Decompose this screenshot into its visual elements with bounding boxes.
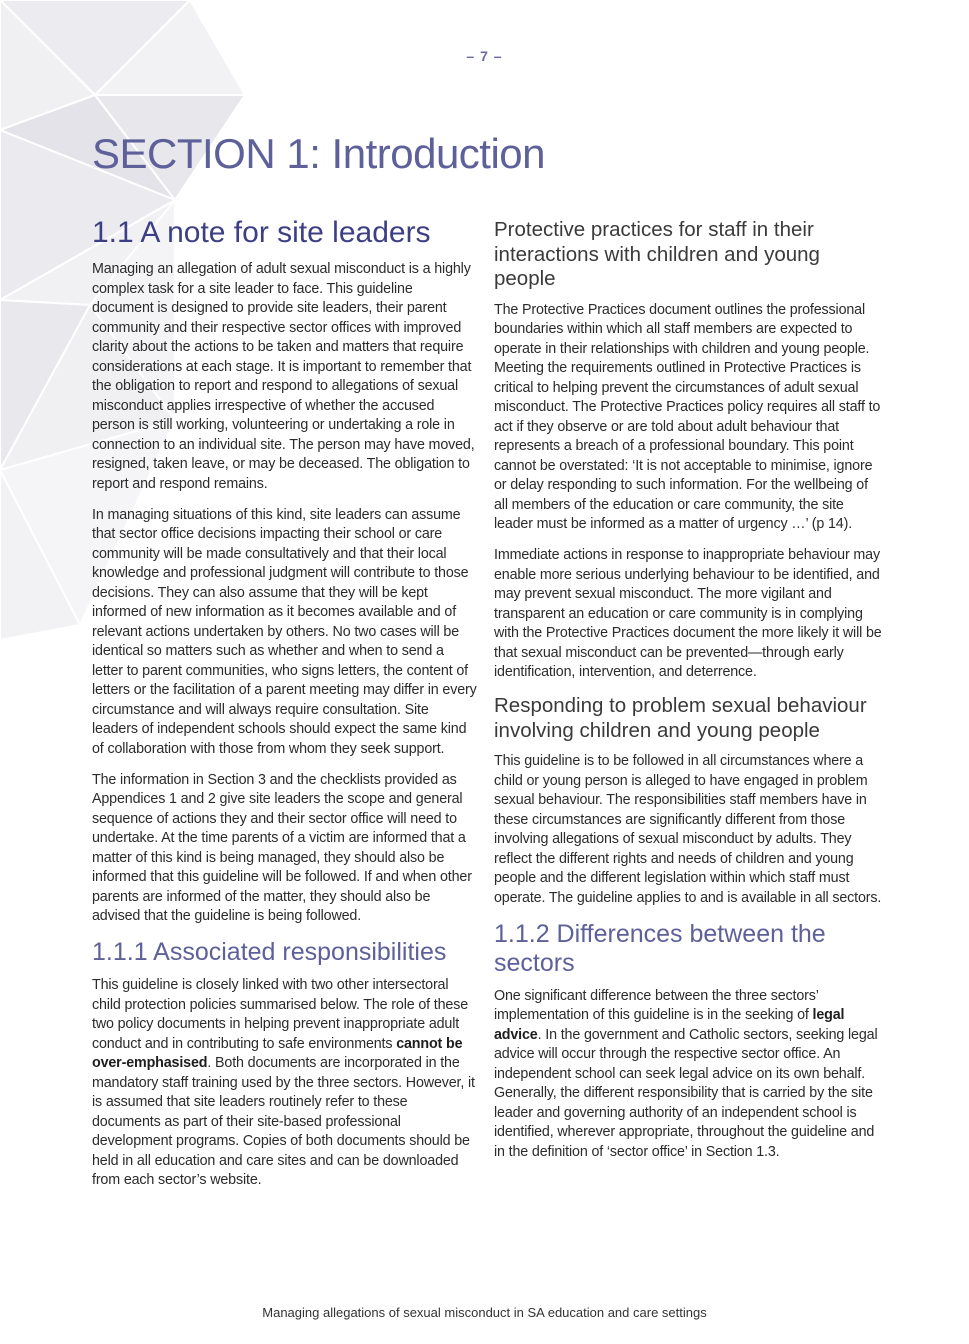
left-column — [92, 214, 478, 1202]
paragraph: This guideline is to be followed in all circumstances where a child or young person is alleged to have engaged in problem sexual behaviour. The responsibilities staff members have in these circumstances are significantly different from those involving allegations of sexual misconduct by adults. They reflect the different rights and needs of children and young people and the different legislation within which staff must operate. The guideline applies to and is available in all sectors. — [494, 753, 882, 906]
text-run: . In the government and Catholic sectors, seeking legal advice will occur through the respective sector office. An independent school can seek legal advice on its own behalf. Generally, the different responsibility that is carried by the site leader and governing authority of an independent school is identified, wherever appropriate, throughout the guideline and in the definition of ‘sector office’ in Section 1.3. — [494, 1026, 878, 1160]
bold-emphasis: cannot be over-emphasised — [92, 1035, 463, 1071]
bold-emphasis: legal advice — [494, 1007, 845, 1043]
heading-note-for-site-leaders: 1.1 A note for site leaders — [92, 216, 431, 249]
paragraph — [494, 987, 884, 1163]
heading-responding-problem-sexual-behaviour: Responding to problem sexual behaviour involving children and young people — [494, 694, 867, 742]
text-run: One significant difference between the three sectors’ implementation of this guideline is in the seeking of — [494, 987, 819, 1023]
paragraph: Immediate actions in response to inappropriate behaviour may enable more serious underlying behaviour to be identified, and may prevent sexual misconduct. The more vigilant and transparent an education or care community is in complying with the Protective Practices document the more likely it will be that sexual misconduct can be prevented—through early identification, intervention, and deterrence. — [494, 547, 882, 680]
paragraph: In managing situations of this kind, site leaders can assume that sector office decisions impacting their school or care community will be made consultatively and that their local knowledge and professional judgment will contribute to those decisions. They can also assume that they will be kept informed of new information as it becomes available and of relevant actions undertaken by others. No two cases will be identical so matters such as whether and when to send a letter to parent communities, who signs letters, the content of letters or the facilitation of a parent meeting may differ in every circumstance and will always require consultation. Site leaders of independent schools should expect the same kind of collaboration with those from whom they seek support. — [92, 506, 477, 757]
footer-document-title: Managing allegations of sexual misconduct in SA education and care settings — [262, 1305, 707, 1320]
heading-protective-practices: Protective practices for staff in their interactions with children and young people — [494, 218, 820, 290]
right-column — [494, 218, 884, 1174]
paragraph: The information in Section 3 and the checklists provided as Appendices 1 and 2 give site leaders the scope and general sequence of actions they and their sector office will need to undertake. At the time parents of a victim are informed that a matter of this kind is being managed, they should also be informed that this guideline will be followed. If and when other parents are informed of the matter, they should also be advised that the guideline is being followed. — [92, 771, 472, 924]
paragraph — [92, 976, 478, 1191]
section-title: SECTION 1: Introduction — [92, 130, 546, 177]
text-run: This guideline is closely linked with two other intersectoral child protection policies summarised below. The role of these two policy documents in helping prevent inappropriate adult conduct and in contributing to safe environments — [92, 977, 469, 1052]
paragraph: The Protective Practices document outlines the professional boundaries within which all staff members are expected to operate in their relationships with children and young people. Meeting the requirements outlined in Protective Practices is critical to helping prevent the circumstances of adult sexual misconduct. The Protective Practices policy requires all staff to act if they observe or are told about adult behaviour that represents a breach of a professional boundary. This point cannot be overstated: ‘It is not acceptable to minimise, ignore or delay responding to such information. For the wellbeing of all members of the education or care community, the site leader must be informed as a matter of urgency …’ (p 14). — [494, 301, 881, 532]
heading-differences-between-sectors: 1.1.2 Differences between the sectors — [494, 919, 826, 977]
text-run: . Both documents are incorporated in the mandatory staff training used by the three sectors. However, it is assumed that site leaders routinely refer to these documents as part of their site-based professional development programs. Copies of both documents should be held in all education and care sites and can be downloaded from each sector’s website. — [92, 1055, 475, 1188]
page-number: – 7 – — [466, 48, 503, 64]
paragraph: Managing an allegation of adult sexual misconduct is a highly complex task for a site leader to face. This guideline document is designed to provide site leaders, their parent community and their respective sector offices with improved clarity about the actions to be taken and matters that require considerations at each stage. It is important to remember that the obligation to report and respond to allegations of sexual misconduct applies irrespective of whether the accused person is still working, volunteering or undertaking a role in connection to an individual site. The person may have moved, resigned, taken leave, or may be deceased. The obligation to report and respond remains. — [92, 261, 475, 492]
heading-associated-responsibilities: 1.1.1 Associated responsibilities — [92, 938, 447, 966]
